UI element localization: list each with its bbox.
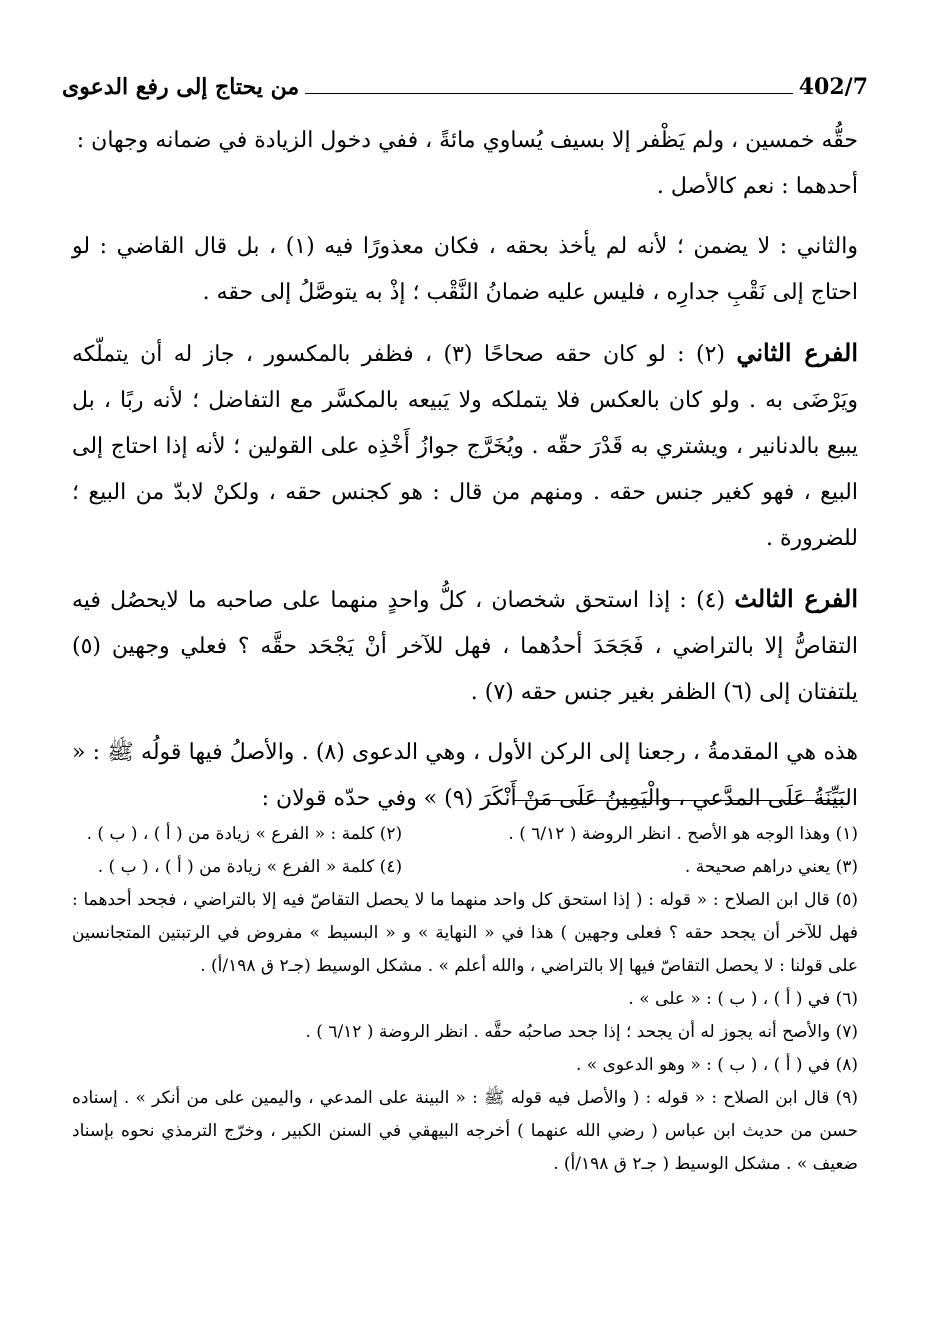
main-text <box>72 118 858 836</box>
footnote-8: (٨) في ( أ ) ، ( ب ) : « وهو الدعوى » . <box>575 1055 858 1075</box>
footnote-row-2 <box>72 851 858 884</box>
page-number: 402/7 <box>798 74 868 100</box>
paragraph-4 <box>72 576 858 716</box>
paragraph-2: والثاني : لا يضمن ؛ لأنه لم يأخذ بحقه ، فكان معذورًا فيه (١) ، بل قال القاضي : لو احتاج إلى نَقْبِ جدارِه ، فليس عليه ضمانُ النَّقْب ؛ إذْ به يتوصَّلُ إلى حقه . <box>72 234 858 305</box>
footnote-3: (٣) يعني دراهم صحيحة . <box>684 857 858 877</box>
footnote-4: (٤) كلمة « الفرع » زيادة من ( أ ) ، ( ب ) . <box>97 857 403 877</box>
paragraph-3-text: (٢) : لو كان حقه صحاحًا (٣) ، فظفر بالمكسور ، جاز له أن يتملّكه ويَرْضَى به . ولو كان بالعكس فلا يتملكه ولا يَبيعه بالمكسَّر مع التفاضل ؛ لأنه ربًا ، بل يبيع بالدنانير ، ويشتري به قَدْرَ حقّه . ويُخَرَّج جوازُ أَخْذِه على القولين ؛ لأنه إذا احتاج إلى البيع ، فهو كغير جنس حقه . ومنهم من قال : هو كجنس حقه ، ولكنْ لابدّ من البيع ؛ للضرورة . <box>72 342 858 551</box>
header-rule <box>305 93 793 94</box>
footnote-2: (٢) كلمة : « الفرع » زيادة من ( أ ) ، ( ب ) . <box>86 824 403 844</box>
paragraph-5: هذه هي المقدمةُ ، رجعنا إلى الركن الأول ، وهي الدعوى (٨) . والأصلُ فيها قولُه ﷺ : « البَيِّنَةُ عَلَى المدَّعي ، والْيَمِينُ عَلَى مَنْ أَنْكَرَ (٩) » وفي حدّه قولان : <box>72 740 858 811</box>
footnote-7: (٧) والأصح أنه يجوز له أن يجحد ؛ إذا جحد صاحبُه حقَّه . انظر الروضة ( ٦/١٢ ) . <box>305 1022 858 1042</box>
paragraph-1-line-1: حقُّه خمسين ، ولم يَظْفر إلا بسيف يُساوي مائةً ، ففي دخول الزيادة في ضمانه وجهان : <box>76 128 858 153</box>
paragraph-3 <box>72 330 858 562</box>
paragraph-4-text: (٤) : إذا استحق شخصان ، كلُّ واحدٍ منهما على صاحبه ما لايحصُل فيه التقاصُّ إلا بالتراضي ، فَجَحَدَ أحدُهما ، فهل للآخر أنْ يَجْحَد حقَّه ؟ فعلي وجهين (٥) يلتفتان إلى (٦) الظفر بغير جنس حقه (٧) . <box>72 588 858 705</box>
section-heading-third-branch: الفرع الثالث <box>734 584 859 613</box>
footnote-row-1 <box>72 818 858 851</box>
footnotes <box>72 818 858 1181</box>
running-title: من يحتاج إلى رفع الدعوى <box>62 74 300 100</box>
footnote-separator <box>514 800 844 801</box>
paragraph-1 <box>72 118 858 210</box>
section-heading-second-branch: الفرع الثاني <box>736 338 859 367</box>
footnote-1: (١) وهذا الوجه هو الأصح . انظر الروضة ( ٦/١٢ ) . <box>508 824 858 844</box>
running-header <box>62 62 868 98</box>
footnote-9: (٩) قال ابن الصلاح : « قوله : ( والأصل فيه قوله ﷺ : « البينة على المدعي ، واليمين على من أنكر » . إسناده حسن من حديث ابن عباس ( رضي الله عنهما ) أخرجه البيهقي في السنن الكبير ، وخرّج الترمذي نحوه بإسناد ضعيف » . مشكل الوسيط ( جـ٢ ق ١٩٨/أ) . <box>72 1088 858 1174</box>
footnote-6: (٦) في ( أ ) ، ( ب ) : « على » . <box>628 989 858 1009</box>
paragraph-1-line-2: أحدهما : نعم كالأصل . <box>656 174 858 199</box>
footnote-5: (٥) قال ابن الصلاح : « قوله : ( إذا استحق كل واحد منهما ما لا يحصل التقاصّ فيه إلا بالتراضي ، فجحد أحدهما : فهل للآخر أن يجحد حقه ؟ فعلى وجهين ) هذا في « النهاية » و « البسيط » مفروض في الرتبتين المتجانسين على قولنا : لا يحصل التقاصّ فيها إلا بالتراضي ، والله أعلم » . مشكل الوسيط (جـ٢ ق ١٩٨/أ) . <box>72 890 858 976</box>
